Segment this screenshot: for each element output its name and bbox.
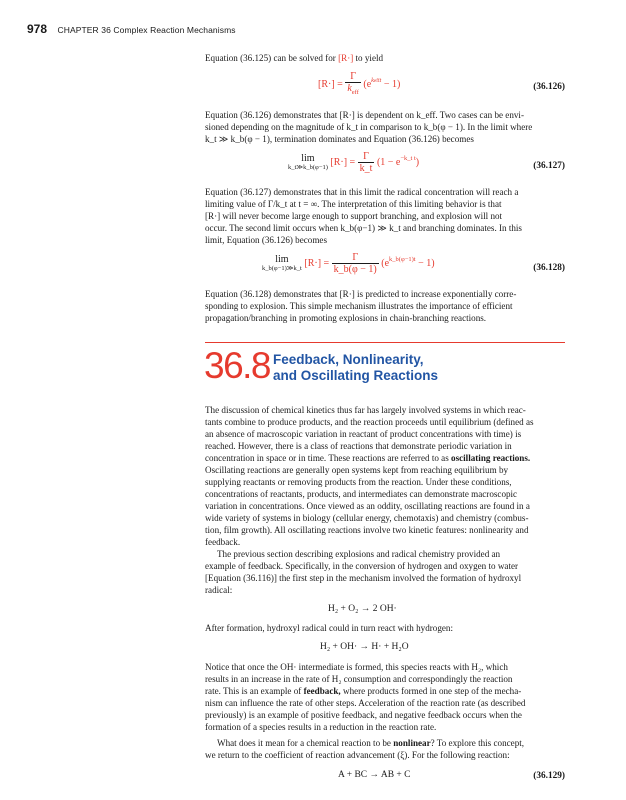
equation-36-127 (288, 151, 419, 174)
eq126-rhs-sup: k (371, 76, 375, 84)
p5-line-1: The discussion of chemical kinetics thus far has largely involved systems in which reac- (205, 405, 526, 415)
p9-line-1 (217, 737, 565, 749)
p6-line-4: radical: (205, 585, 233, 595)
p5-line-7: supplying reactants or removing products from the reaction. Under these conditions, (205, 477, 512, 487)
reaction-hydroxyl-formation: H₂ + O₂ → 2 OH· (328, 604, 397, 614)
p5-bold-term: oscillating reactions. (451, 453, 531, 463)
section-number: 36.8 (204, 345, 271, 386)
p3-line-2: limiting value of Γ/k_t at t = ∞. The interpretation of this limiting behavior is that (205, 199, 502, 209)
eq128-rhs (381, 255, 435, 269)
page-number: 978 (27, 22, 48, 36)
p5-line-2: tants combine to produce products, and the reaction proceeds until equilibrium (defined as (205, 417, 534, 427)
eq128-rhs-sup: k_b(φ−1)t (389, 255, 416, 263)
eq127-label: (36.127) (533, 161, 565, 171)
eq127-lhs: [R·] = (330, 156, 356, 168)
eq128-lhs: [R·] = (304, 257, 330, 269)
eq128-numerator: Γ (332, 252, 379, 264)
eq127-lim-sub: k_t≫k_b(φ−1) (288, 164, 328, 171)
p5-line-9: variation in concentrations. Once viewed as an oddity, oscillating reactions are found in a (205, 501, 530, 511)
chapter-title: CHAPTER 36 Complex Reaction Mechanisms (57, 25, 236, 35)
eq126-rhs-sup2: eff (374, 78, 380, 84)
eq126-rhs-close: − 1) (381, 78, 401, 90)
eq126-den-k: k (347, 83, 352, 94)
p3-line-5: limit, Equation (36.126) becomes (205, 235, 327, 245)
radical-bracket: [R·] (338, 53, 354, 63)
equation-36-128 (262, 252, 435, 275)
equation-36-126 (318, 71, 400, 98)
eq126-den-sub: eff (351, 89, 359, 96)
section-rule (205, 342, 565, 343)
eq128-rhs-open: (e (381, 257, 390, 269)
p6-line-2: example of feedback. Specifically, in the conversion of hydrogen and oxygen to water (205, 561, 519, 571)
p8-line-4: nism can influence the rate of other steps. Acceleration of the reaction rate (as described (205, 698, 526, 708)
p5-line-6: Oscillating reactions are generally open systems kept from reaching equilibrium by (205, 465, 509, 475)
p2-line-1: Equation (36.126) demonstrates that [R·] is dependent on k_eff. Two cases can be envi- (205, 110, 524, 120)
p8-line-1: Notice that once the OH· intermediate is formed, this species reacts with H₂, which (205, 662, 508, 672)
eq127-numerator: Γ (358, 151, 375, 163)
eq127-denominator: k_t (359, 163, 373, 174)
p5-line-11: tion, film growth). All oscillating reactions involve two kinetic features: nonlinearity and (205, 525, 529, 535)
eq127-limit (288, 153, 328, 172)
reaction-hydroxyl-hydrogen: H₂ + OH· → H· + H₂O (320, 642, 409, 652)
equation-36-129: A + BC → AB + C (338, 770, 411, 780)
eq128-lim-word: lim (275, 254, 289, 265)
p5-line-10: wide variety of systems in biology (cellular energy, chemotaxis) and chemistry (combus- (205, 513, 529, 523)
eq126-lhs: [R·] = (318, 78, 343, 90)
p8-bold-term: feedback, (303, 686, 341, 696)
eq128-denominator: k_b(φ − 1) (333, 264, 377, 275)
p4-line-2: sponding to explosion. This simple mechanism illustrates the importance of efficient (205, 301, 513, 311)
eq128-rhs-close: − 1) (415, 257, 435, 269)
eq127-rhs (376, 154, 420, 168)
p5-line-8: concentrations of reactants, products, and intermediates can demonstrate macroscopic (205, 489, 518, 499)
eq127-rhs-open: (1 − e (376, 156, 401, 168)
p9-line-1-start: What does it mean for a chemical reaction to be (217, 738, 391, 748)
eq129-label: (36.129) (533, 771, 565, 781)
eq127-rhs-close: ) (415, 156, 420, 168)
p3-line-1: Equation (36.127) demonstrates that in this limit the radical concentration will reach a (205, 187, 519, 197)
intro-line (205, 52, 565, 64)
eq126-fraction (345, 71, 361, 98)
section-title (273, 352, 438, 383)
p8-line-3 (205, 685, 565, 697)
p5-line-4: reached. However, there is a class of reactions that demonstrate periodic variation in (205, 441, 512, 451)
intro-text-end: to yield (355, 53, 384, 63)
p4-line-1: Equation (36.128) demonstrates that [R·] is predicted to increase exponentially corre- (205, 289, 517, 299)
p5-line-5 (205, 452, 565, 464)
section-title-line-1: Feedback, Nonlinearity, (273, 352, 424, 367)
eq126-rhs-open: (e (363, 78, 372, 90)
eq126-label: (36.126) (533, 82, 565, 92)
p8-line-3-start: rate. This is an example of (205, 686, 302, 696)
p6-line-1: The previous section describing explosions and radical chemistry provided an (217, 549, 501, 559)
eq127-fraction (358, 151, 375, 174)
eq126-rhs (363, 76, 401, 90)
eq128-limit (262, 254, 302, 273)
eq126-rhs-sup3: t (379, 76, 382, 84)
eq128-fraction (332, 252, 379, 275)
p8-line-2: results in an increase in the rate of H₂ consumption and correspondingly the reaction (205, 674, 513, 684)
eq126-denominator (345, 83, 361, 98)
eq128-lim-sub: k_b(φ−1)≫k_t (262, 265, 302, 272)
p9-line-1-end: ? To explore this concept, (430, 738, 525, 748)
eq127-lim-word: lim (301, 153, 315, 164)
p5-line-5-text: concentration in space or in time. These reactions are referred to as (205, 453, 449, 463)
p8-line-3-end: where products formed in one step of the mecha- (343, 686, 522, 696)
section-title-line-2: and Oscillating Reactions (273, 367, 439, 383)
intro-text: Equation (36.125) can be solved for (205, 53, 336, 63)
p3-line-4: occur. The second limit occurs when k_b(φ−1) ≫ k_t and branching dominates. In this (205, 223, 522, 233)
eq128-label: (36.128) (533, 263, 565, 273)
p9-line-2: we return to the coefficient of reaction advancement (ξ). For the following reaction: (205, 750, 510, 760)
p8-line-5: previously) is an example of positive feedback, and negative feedback occurs when the (205, 710, 522, 720)
p8-line-6: formation of a species results in a reduction in the reaction rate. (205, 722, 437, 732)
p5-line-3: an absence of macroscopic variation in reactant of product concentrations with time) is (205, 429, 522, 439)
p2-line-2: sioned depending on the magnitude of k_t in comparison to k_b(φ − 1). In the limit where (205, 122, 533, 132)
p6-line-3: [Equation (36.116)] the first step in the mechanism involved the formation of hydroxyl (205, 573, 522, 583)
p4-line-3: propagation/branching in promoting explosions in chain-branching reactions. (205, 313, 487, 323)
page-header (27, 20, 236, 38)
p5-line-12: feedback. (205, 537, 241, 547)
eq127-rhs-sup: −k_t t (400, 154, 416, 162)
eq126-numerator: Γ (345, 71, 361, 83)
p3-line-3: [R·] will never become large enough to support branching, and explosion will not (205, 211, 503, 221)
p9-bold-term: nonlinear (393, 738, 431, 748)
p7-line: After formation, hydroxyl radical could in turn react with hydrogen: (205, 623, 453, 633)
p2-line-3: k_t ≫ k_b(φ − 1), termination dominates and Equation (36.126) becomes (205, 134, 474, 144)
